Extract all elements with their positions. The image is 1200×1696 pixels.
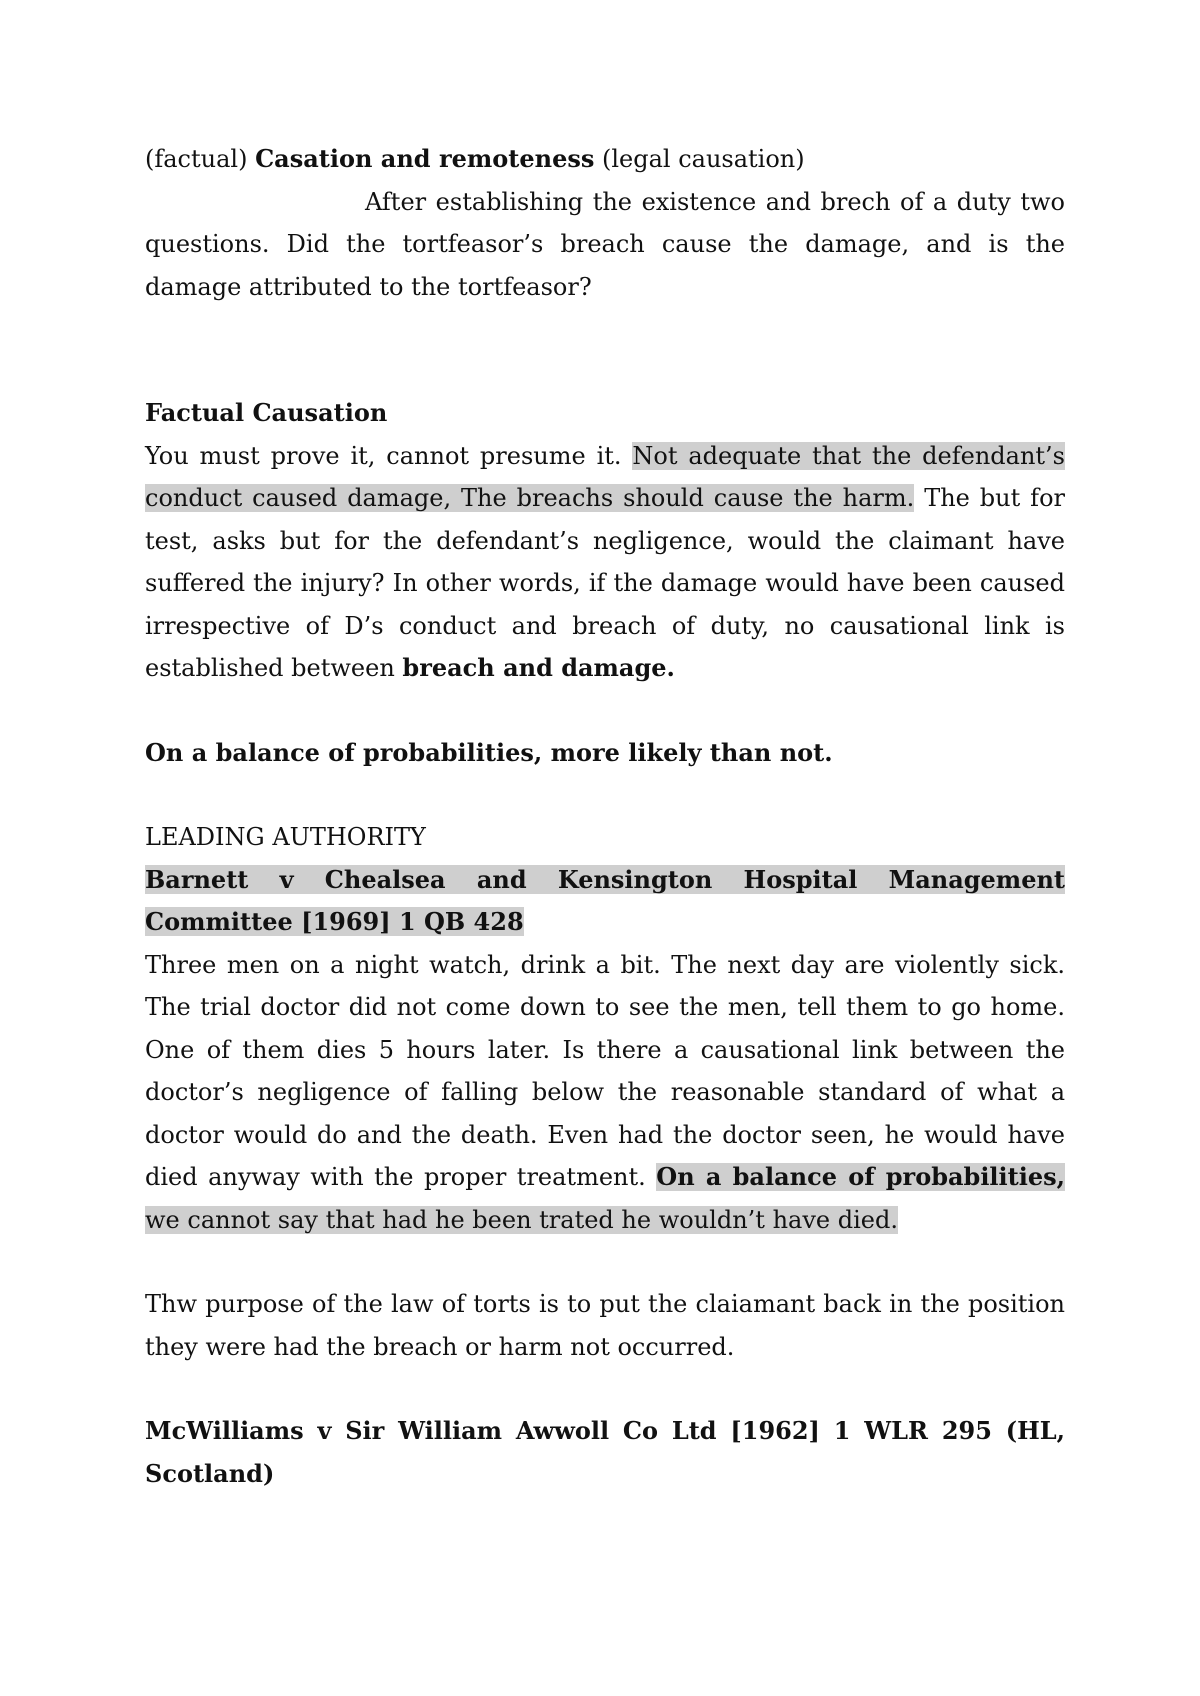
spacer	[145, 1368, 1065, 1410]
factual-causation-paragraph	[145, 435, 1065, 690]
heading-prefix: (factual)	[145, 145, 256, 173]
balance-statement: On a balance of probabilities, more likely than not.	[145, 737, 833, 767]
holding-rest: we cannot say that had he been trated he wouldn’t have died.	[145, 1205, 898, 1234]
intro-paragraph: After establishing the existence and brech of a duty two questions. Did the tortfeasor’s breach cause the damage, and is the damage attributed to the tortfeasor?	[145, 187, 1065, 301]
fc-text-middle: The but for test, asks but for the defendant’s negligence, would the claimant have suffered the injury? In other words, if the damage would have been caused irrespective of D’s conduct and breach of duty, no causational link is established between	[145, 484, 1065, 682]
holding-bold: On a balance of probabilities,	[656, 1162, 1066, 1191]
spacer	[145, 774, 1065, 816]
leading-case-name	[145, 859, 1065, 944]
fc-text-start: You must prove it, cannot presume it.	[145, 441, 633, 470]
leading-case-highlight: Barnett v Chealsea and Kensington Hospital Management Committee [1969] 1 QB 428	[145, 864, 1065, 936]
fc-bold-end: breach and damage.	[402, 653, 675, 682]
purpose-paragraph: Thw purpose of the law of torts is to put the claiamant back in the position they were had the breach or harm not occurred.	[145, 1290, 1065, 1361]
fc-highlighted-text: Not adequate that the defendant’s conduct caused damage, The breachs should cause the harm.	[145, 441, 1065, 512]
factual-causation-heading: Factual Causation	[145, 398, 388, 427]
spacer	[145, 308, 1065, 392]
document-body	[145, 138, 1065, 1495]
leading-authority-label: LEADING AUTHORITY	[145, 823, 426, 851]
section-heading	[145, 138, 1065, 181]
facts-text: Three men on a night watch, drink a bit. The next day are violently sick. The trial doctor did not come down to see the men, tell them to go home. One of them dies 5 hours later. Is there a causational link between the doctor’s negligence of falling below the reasonable standard of what a doctor would do and the death. Even had the doctor seen, he would have died anyway with the proper treatment.	[145, 950, 1065, 1191]
second-case-name: McWilliams v Sir William Awwoll Co Ltd [1962] 1 WLR 295 (HL, Scotland)	[145, 1416, 1065, 1488]
heading-title: Casation and remoteness	[255, 144, 595, 173]
heading-suffix: (legal causation)	[594, 145, 805, 173]
spacer	[145, 690, 1065, 732]
spacer	[145, 1241, 1065, 1283]
leading-case-facts	[145, 944, 1065, 1242]
